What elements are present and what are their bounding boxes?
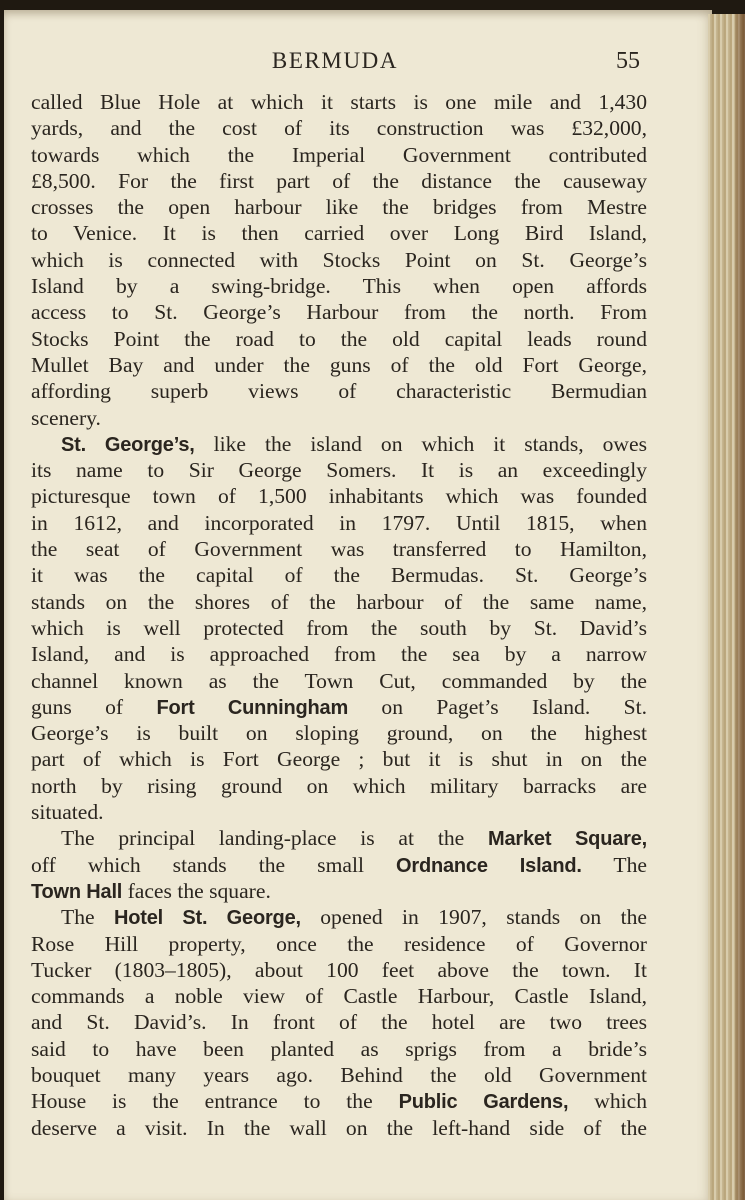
text-run: Stocks Point the road to the old capital leads round (31, 326, 647, 351)
text-line (31, 641, 647, 667)
text-line (31, 562, 647, 588)
text-run: the seat of Government was transferred to Hamilton, (31, 537, 647, 562)
bold-place-name: Fort Cunningham (156, 696, 349, 719)
text-run: which is connected with Stocks Point on St. George’s (31, 247, 647, 272)
text-line (31, 89, 647, 115)
text-line (31, 510, 647, 536)
text-line (31, 615, 647, 641)
text-line (31, 904, 647, 930)
bold-place-name: St. George’s, (61, 433, 195, 456)
text-line (31, 457, 647, 483)
text-run: The principal landing-place is at the (61, 826, 488, 851)
page-number: 55 (616, 48, 640, 74)
text-run: channel known as the Town Cut, commanded by the (31, 668, 647, 693)
text-run: part of which is Fort George ; but it is shut in on the (31, 747, 647, 772)
text-run: off which stands the small (31, 852, 397, 877)
text-line (31, 536, 647, 562)
text-line (31, 168, 647, 194)
page-header (30, 48, 640, 82)
text-line (31, 1115, 647, 1141)
text-run: like the island on which it stands, owes (194, 431, 648, 456)
text-run: on Paget’s Island. St. (348, 694, 647, 719)
text-line (31, 352, 647, 378)
text-line (31, 1088, 647, 1114)
text-line (31, 589, 647, 615)
text-line (31, 773, 647, 799)
text-run: deserve a visit. In the wall on the left-hand side of the (31, 1115, 647, 1140)
paragraph (31, 825, 647, 904)
text-run: towards which the Imperial Government contributed (31, 142, 647, 167)
running-title: BERMUDA (271, 48, 399, 73)
text-line (31, 957, 647, 983)
paragraph (31, 89, 647, 431)
text-run: its name to Sir George Somers. It is an exceedingly (31, 458, 647, 483)
text-run: picturesque town of 1,500 inhabitants which was founded (31, 484, 647, 509)
text-run: which (568, 1089, 648, 1114)
text-run: guns of (31, 694, 157, 719)
text-line (31, 825, 647, 851)
text-line (31, 694, 647, 720)
text-line (31, 483, 647, 509)
bold-place-name: Hotel St. George, (113, 907, 301, 930)
text-run: affording superb views of characteristic Bermudian (31, 379, 647, 404)
text-run: it was the capital of the Bermudas. St. George’s (31, 563, 647, 588)
text-line (31, 878, 647, 904)
text-line (31, 1036, 647, 1062)
text-line (31, 799, 647, 825)
text-run: Rose Hill property, once the residence of Governor (31, 931, 647, 956)
text-line (31, 220, 647, 246)
text-run: stands on the shores of the harbour of the same name, (31, 589, 647, 614)
text-line (31, 852, 647, 878)
text-run: £8,500. For the first part of the distance the causeway (31, 168, 647, 193)
text-line (31, 1062, 647, 1088)
bold-place-name: Public Gardens, (398, 1091, 569, 1114)
page-edges (708, 14, 745, 1200)
text-line (31, 720, 647, 746)
bold-place-name: Town Hall (31, 880, 123, 903)
text-run: bouquet many years ago. Behind the old Government (31, 1062, 647, 1087)
text-run: which is well protected from the south by St. David’s (31, 615, 647, 640)
text-run: Island, and is approached from the sea by a narrow (31, 642, 647, 667)
text-run: opened in 1907, stands on the (300, 905, 647, 930)
text-run: House is the entrance to the (31, 1089, 399, 1114)
text-line (31, 299, 647, 325)
text-line (31, 431, 647, 457)
text-run: north by rising ground on which military barracks are (31, 773, 647, 798)
body-text (31, 89, 647, 1141)
text-run: scenery. (31, 405, 101, 430)
text-run: situated. (31, 800, 104, 825)
text-run: called Blue Hole at which it starts is one mile and 1,430 (31, 90, 647, 114)
text-line (31, 1009, 647, 1035)
text-run: Mullet Bay and under the guns of the old Fort George, (31, 352, 647, 377)
text-line (31, 142, 647, 168)
text-run: The (581, 852, 647, 877)
text-line (31, 405, 647, 431)
text-line (31, 326, 647, 352)
text-line (31, 746, 647, 772)
bold-place-name: Market Square, (488, 828, 647, 851)
text-run: The (61, 905, 114, 930)
paragraph (31, 904, 647, 1141)
text-run: Tucker (1803–1805), about 100 feet above the town. It (31, 957, 647, 982)
bold-place-name: Ordnance Island. (396, 854, 582, 877)
text-line (31, 194, 647, 220)
text-line (31, 273, 647, 299)
paragraph (31, 431, 647, 825)
text-run: crosses the open harbour like the bridges from Mestre (31, 195, 647, 220)
text-line (31, 247, 647, 273)
text-run: in 1612, and incorporated in 1797. Until 1815, when (31, 510, 647, 535)
text-run: access to St. George’s Harbour from the north. From (31, 300, 647, 325)
text-run: faces the square. (122, 878, 271, 903)
text-line (31, 668, 647, 694)
text-line (31, 115, 647, 141)
text-run: to Venice. It is then carried over Long Bird Island, (31, 221, 647, 246)
text-run: Island by a swing-bridge. This when open affords (31, 274, 647, 299)
text-line (31, 378, 647, 404)
text-line (31, 931, 647, 957)
text-run: and St. David’s. In front of the hotel are two trees (31, 1010, 647, 1035)
text-run: commands a noble view of Castle Harbour, Castle Island, (31, 984, 647, 1009)
text-run: yards, and the cost of its construction was £32,000, (31, 116, 647, 141)
text-run: said to have been planted as sprigs from a bride’s (31, 1036, 647, 1061)
text-run: George’s is built on sloping ground, on the highest (31, 721, 647, 746)
text-line (31, 983, 647, 1009)
